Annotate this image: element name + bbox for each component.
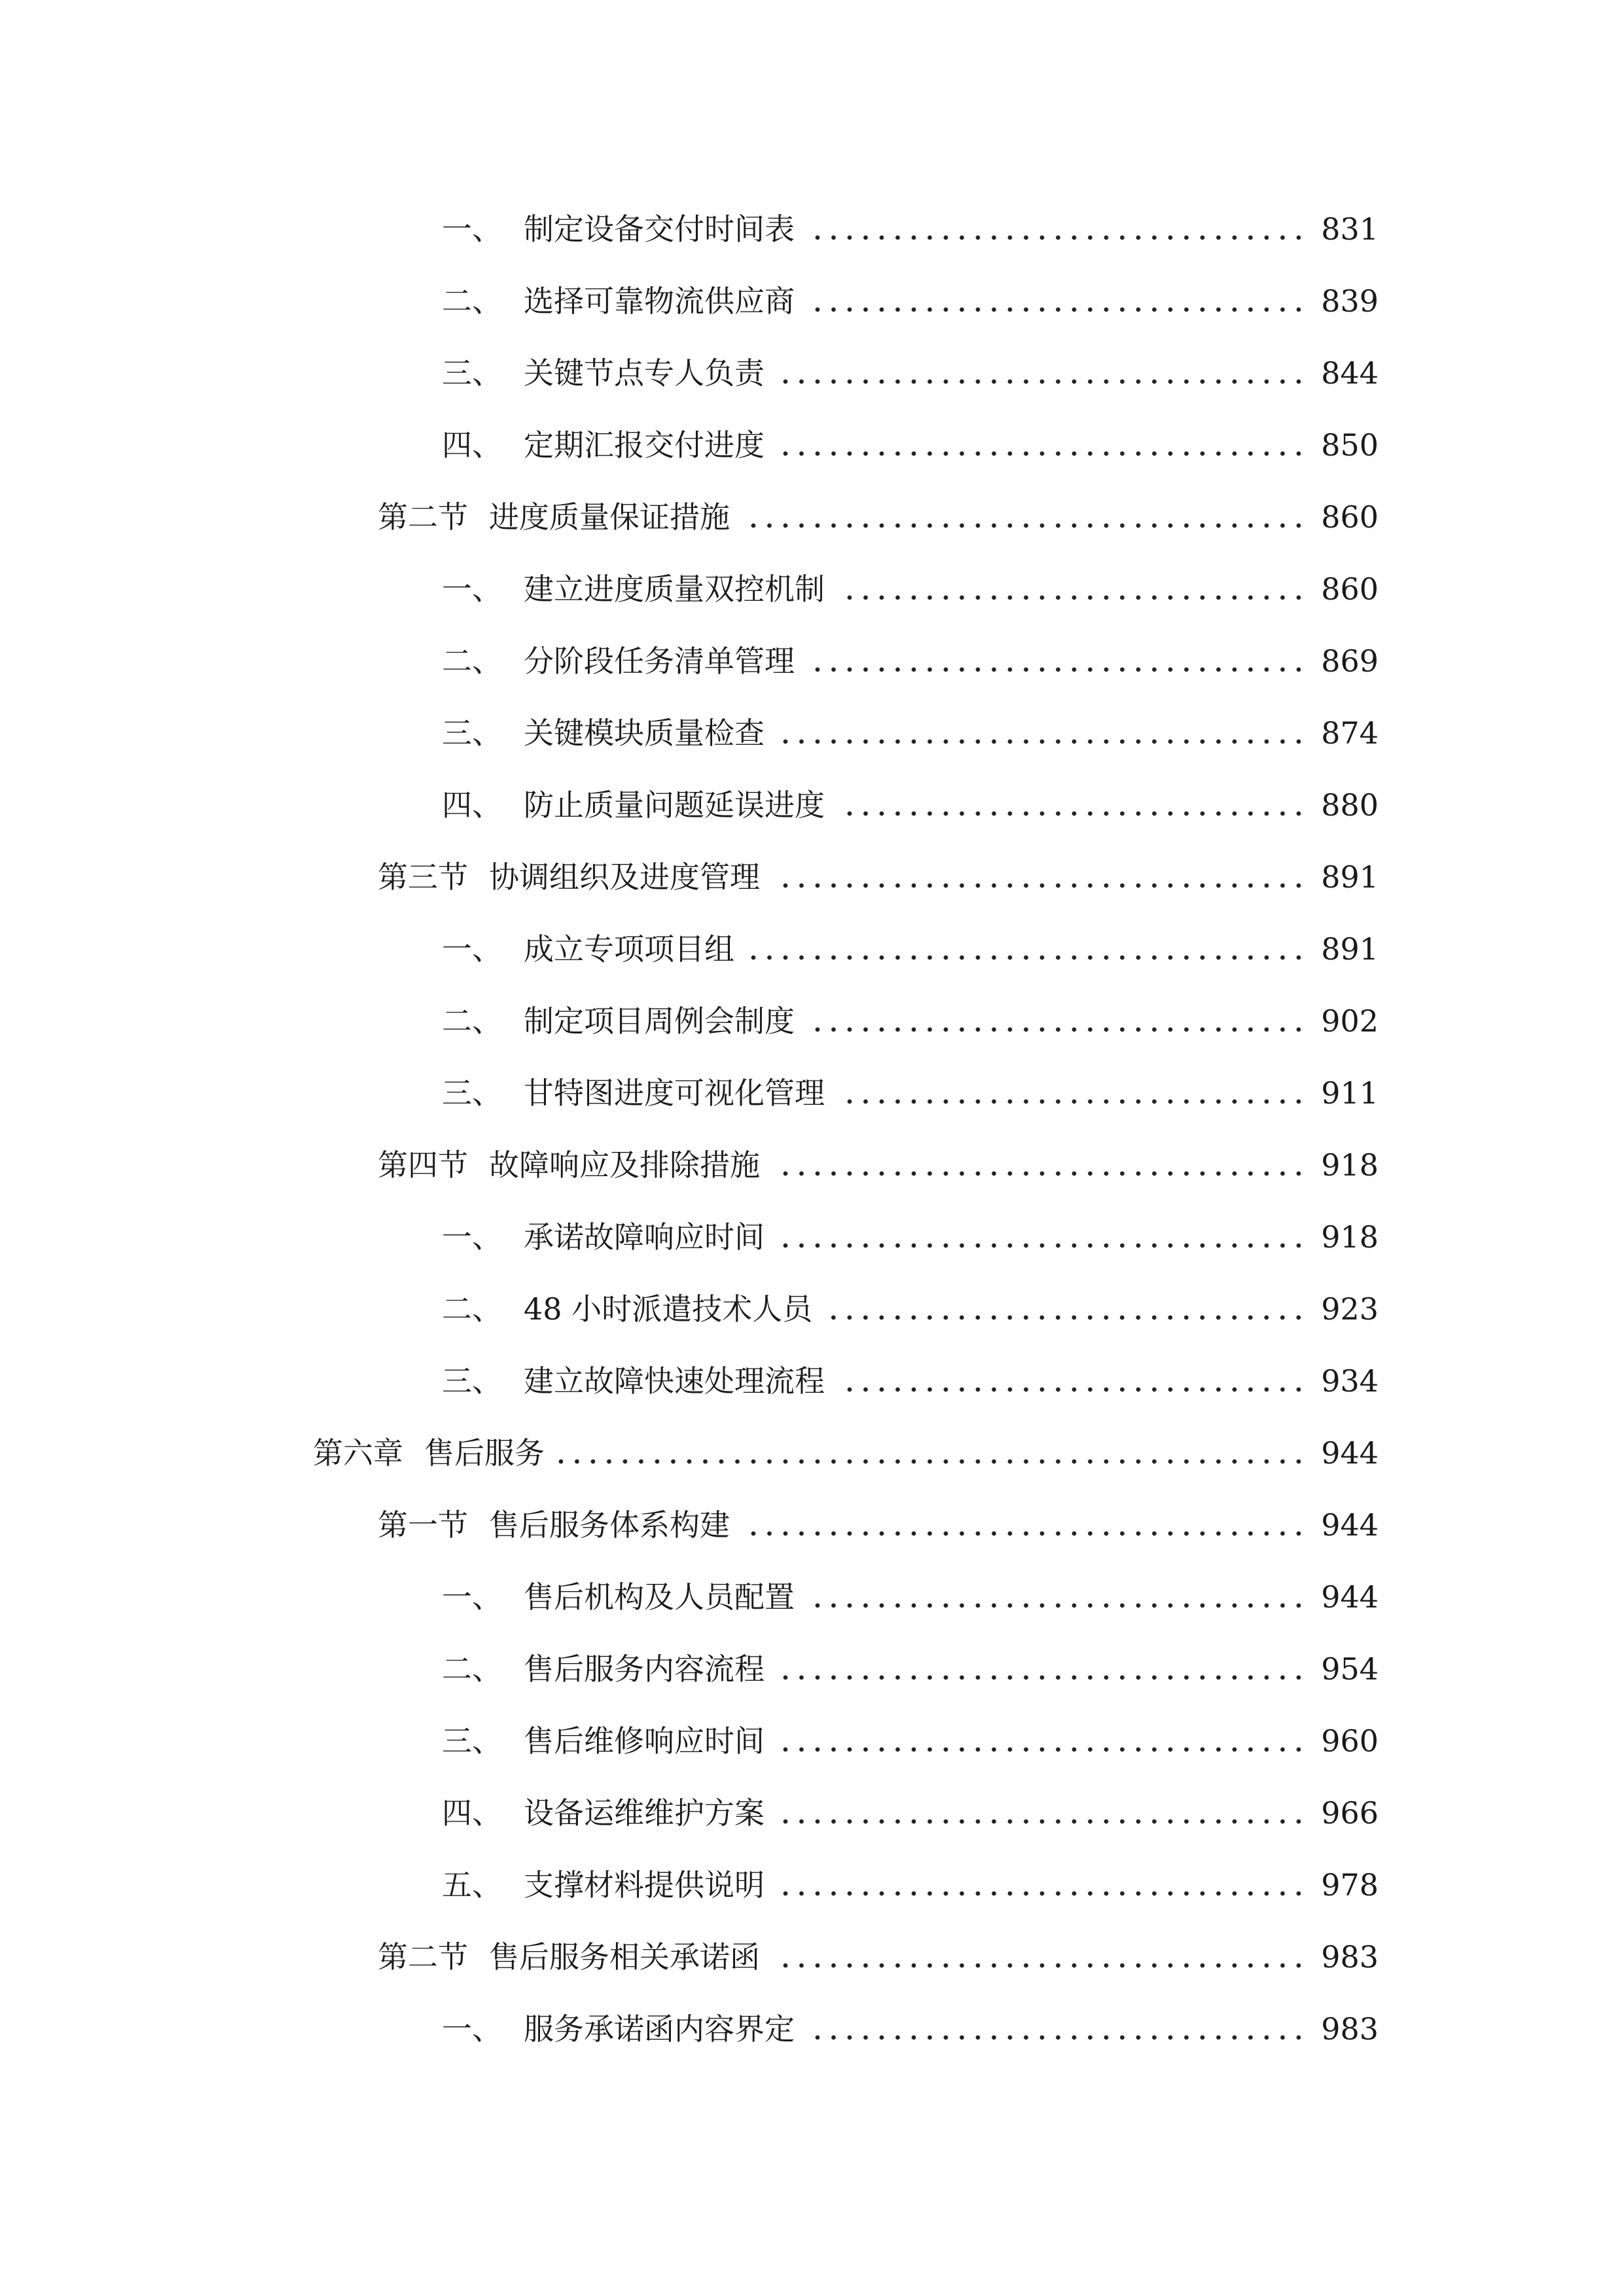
- entry-number: 二、: [442, 643, 502, 679]
- dot-leader: [776, 738, 1307, 745]
- section-page-number: 918: [1321, 1147, 1379, 1183]
- entry-title: 支撑材料提供说明: [524, 1867, 765, 1903]
- section-number: 第二节: [378, 499, 468, 535]
- entry-number: 四、: [442, 427, 502, 463]
- entry-page-number: 869: [1321, 643, 1379, 679]
- entry-title: 售后服务内容流程: [524, 1651, 765, 1687]
- entry-title: 建立故障快速处理流程: [524, 1363, 825, 1399]
- section-title: 售后服务相关承诺函: [489, 1939, 760, 1975]
- section-page-number: 944: [1321, 1507, 1379, 1543]
- entry-page-number: 944: [1321, 1579, 1379, 1615]
- toc-chapter-entry: [313, 1427, 1379, 1479]
- toc-entry: [442, 2003, 1379, 2055]
- dot-leader: [776, 450, 1307, 457]
- entry-number: 一、: [442, 931, 502, 967]
- entry-title: 建立进度质量双控机制: [524, 571, 825, 607]
- toc-entry: [442, 347, 1379, 399]
- toc-entry: [442, 1859, 1379, 1911]
- entry-page-number: 911: [1321, 1075, 1379, 1111]
- entry-page-number: 954: [1321, 1651, 1379, 1687]
- entry-number: 一、: [442, 211, 502, 247]
- dot-leader: [837, 1386, 1307, 1393]
- entry-title: 制定设备交付时间表: [524, 211, 795, 247]
- entry-page-number: 918: [1321, 1219, 1379, 1255]
- entry-number: 四、: [442, 787, 502, 823]
- toc-entry: [442, 779, 1379, 831]
- entry-number: 一、: [442, 1219, 502, 1255]
- entry-page-number: 880: [1321, 787, 1379, 823]
- toc-section-entry: [378, 1931, 1379, 1983]
- entry-page-number: 860: [1321, 571, 1379, 607]
- entry-number: 二、: [442, 1003, 502, 1039]
- entry-number: 一、: [442, 2011, 502, 2047]
- dot-leader: [746, 954, 1307, 961]
- entry-number: 一、: [442, 571, 502, 607]
- section-number: 第二节: [378, 1939, 468, 1975]
- entry-number: 五、: [442, 1867, 502, 1903]
- entry-title: 售后机构及人员配置: [524, 1579, 795, 1615]
- entry-page-number: 960: [1321, 1723, 1379, 1759]
- section-page-number: 983: [1321, 1939, 1379, 1975]
- dot-leader: [806, 1602, 1307, 1609]
- dot-leader: [772, 882, 1307, 889]
- entry-number: 三、: [442, 1363, 502, 1399]
- dot-leader: [772, 1962, 1307, 1969]
- entry-page-number: 839: [1321, 283, 1379, 319]
- dot-leader: [556, 1458, 1307, 1465]
- dot-leader: [824, 1314, 1307, 1321]
- dot-leader: [742, 1530, 1307, 1537]
- entry-title: 制定项目周例会制度: [524, 1003, 795, 1039]
- entry-number: 二、: [442, 283, 502, 319]
- entry-title: 甘特图进度可视化管理: [524, 1075, 825, 1111]
- entry-page-number: 874: [1321, 715, 1379, 751]
- toc-entry: [442, 923, 1379, 975]
- dot-leader: [806, 234, 1307, 241]
- section-number: 第三节: [378, 859, 468, 895]
- toc-entry: [442, 563, 1379, 615]
- toc-entry: [442, 707, 1379, 759]
- entry-title: 成立专项项目组: [524, 931, 734, 967]
- toc-entry: [442, 1355, 1379, 1407]
- toc-entry: [442, 1211, 1379, 1263]
- entry-title: 设备运维维护方案: [524, 1795, 765, 1831]
- section-title: 售后服务体系构建: [489, 1507, 730, 1543]
- section-number: 第一节: [378, 1507, 468, 1543]
- dot-leader: [776, 1242, 1307, 1249]
- dot-leader: [776, 1818, 1307, 1825]
- toc-entry: [442, 419, 1379, 471]
- entry-title: 承诺故障响应时间: [524, 1219, 765, 1255]
- dot-leader: [837, 594, 1307, 601]
- entry-title: 防止质量问题延误进度: [524, 787, 825, 823]
- dot-leader: [837, 1098, 1307, 1105]
- chapter-number: 第六章: [313, 1435, 403, 1471]
- toc-entry: [442, 1283, 1379, 1335]
- dot-leader: [806, 306, 1307, 313]
- dot-leader: [776, 378, 1307, 385]
- entry-number: 三、: [442, 1723, 502, 1759]
- entry-number: 二、: [442, 1651, 502, 1687]
- toc-entry: [442, 1067, 1379, 1119]
- section-page-number: 860: [1321, 499, 1379, 535]
- dot-leader: [837, 810, 1307, 817]
- entry-page-number: 934: [1321, 1363, 1379, 1399]
- entry-page-number: 978: [1321, 1867, 1379, 1903]
- dot-leader: [772, 1170, 1307, 1177]
- toc-section-entry: [378, 491, 1379, 543]
- entry-title: 关键节点专人负责: [524, 355, 765, 391]
- entry-title: 服务承诺函内容界定: [524, 2011, 795, 2047]
- chapter-title: 售后服务: [424, 1435, 545, 1471]
- entry-page-number: 923: [1321, 1291, 1379, 1327]
- entry-page-number: 891: [1321, 931, 1379, 967]
- entry-page-number: 850: [1321, 427, 1379, 463]
- toc-entry: [442, 1571, 1379, 1623]
- entry-title: 分阶段任务清单管理: [524, 643, 795, 679]
- entry-page-number: 966: [1321, 1795, 1379, 1831]
- toc-section-entry: [378, 1139, 1379, 1191]
- entry-number: 三、: [442, 355, 502, 391]
- dot-leader: [806, 2034, 1307, 2041]
- entry-number: 一、: [442, 1579, 502, 1615]
- entry-page-number: 983: [1321, 2011, 1379, 2047]
- toc-entry: [442, 1787, 1379, 1839]
- dot-leader: [806, 666, 1307, 673]
- entry-title: 关键模块质量检查: [524, 715, 765, 751]
- section-title: 故障响应及排除措施: [489, 1147, 760, 1183]
- dot-leader: [776, 1890, 1307, 1897]
- dot-leader: [776, 1746, 1307, 1753]
- entry-number: 二、: [442, 1291, 502, 1327]
- entry-title: 定期汇报交付进度: [524, 427, 765, 463]
- dot-leader: [776, 1674, 1307, 1681]
- entry-page-number: 844: [1321, 355, 1379, 391]
- entry-title: 售后维修响应时间: [524, 1723, 765, 1759]
- chapter-page-number: 944: [1321, 1435, 1379, 1471]
- entry-number: 三、: [442, 715, 502, 751]
- section-title: 协调组织及进度管理: [489, 859, 760, 895]
- section-number: 第四节: [378, 1147, 468, 1183]
- toc-entry: [442, 995, 1379, 1047]
- toc-entry: [442, 275, 1379, 327]
- toc-entry: [442, 635, 1379, 687]
- toc-section-entry: [378, 1499, 1379, 1551]
- entry-number: 三、: [442, 1075, 502, 1111]
- entry-title: 选择可靠物流供应商: [524, 283, 795, 319]
- section-page-number: 891: [1321, 859, 1379, 895]
- entry-page-number: 902: [1321, 1003, 1379, 1039]
- toc-entry: [442, 1643, 1379, 1695]
- toc-section-entry: [378, 851, 1379, 903]
- toc-entry: [442, 1715, 1379, 1767]
- entry-page-number: 831: [1321, 211, 1379, 247]
- section-title: 进度质量保证措施: [489, 499, 730, 535]
- entry-title: 48 小时派遣技术人员: [524, 1291, 813, 1327]
- entry-number: 四、: [442, 1795, 502, 1831]
- dot-leader: [742, 522, 1307, 529]
- toc-entry: [442, 203, 1379, 255]
- dot-leader: [806, 1026, 1307, 1033]
